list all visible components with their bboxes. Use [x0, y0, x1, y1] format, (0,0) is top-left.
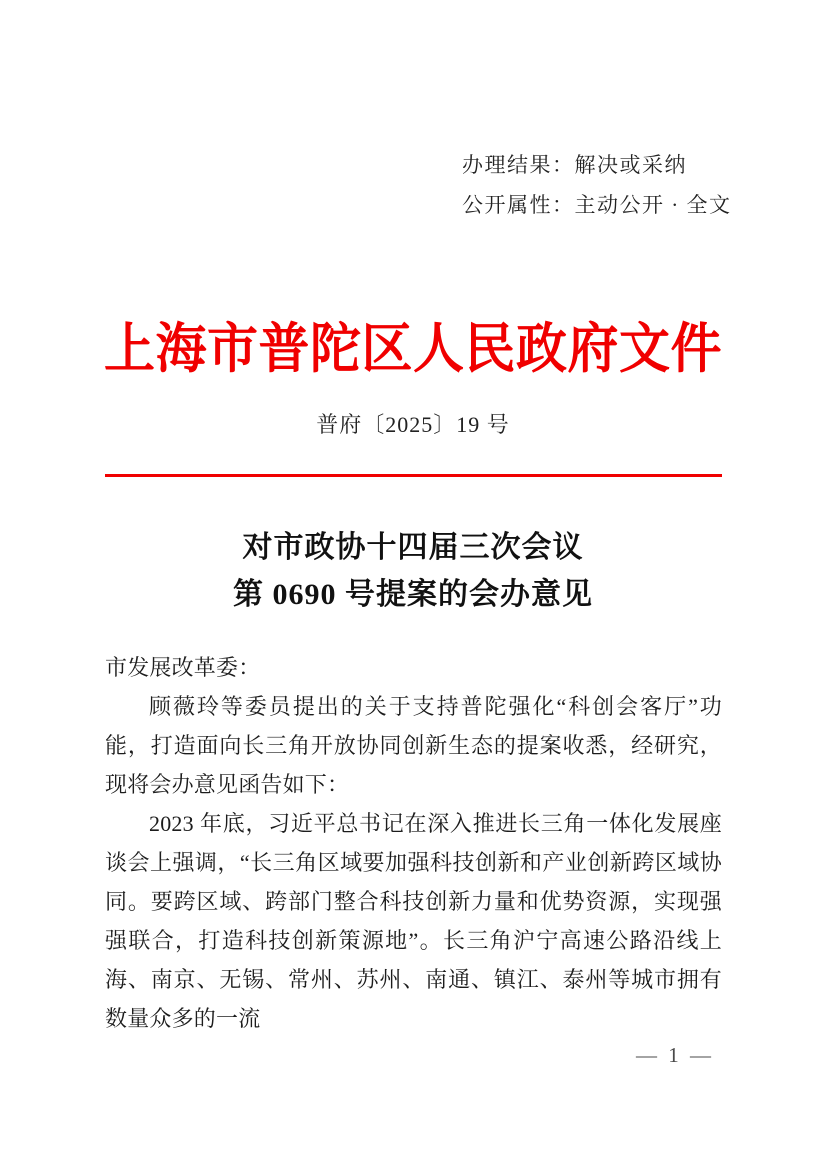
header-meta	[462, 145, 732, 225]
handling-result-line: 办理结果：解决或采纳	[462, 153, 687, 177]
page-number: — 1 —	[636, 1043, 714, 1067]
disclosure-attribute-line: 公开属性：主动公开 · 全文	[462, 193, 732, 217]
body-paragraph: 2023 年底，习近平总书记在深入推进长三角一体化发展座谈会上强调，“长三角区域要加强科技创新和产业创新跨区域协同。要跨区域、跨部门整合科技创新力量和优势资源，实现强强联合，打造科技创新策源地”。长三角沪宁高速公路沿线上海、南京、无锡、常州、苏州、南通、镇江、泰州等城市拥有数量众多的一流	[105, 811, 722, 1031]
salutation-line: 市发展改革委：	[105, 655, 261, 680]
subject-title-line2: 第 0690 号提案的会办意见	[233, 578, 593, 611]
document-number: 普府〔2025〕19 号	[316, 412, 510, 437]
red-divider-rule	[105, 474, 722, 477]
page-footer	[0, 1040, 826, 1070]
subject-title	[0, 524, 826, 618]
body-paragraph: 顾薇玲等委员提出的关于支持普陀强化“科创会客厅”功能，打造面向长三角开放协同创新生态的提案收悉，经研究，现将会办意见函告如下：	[105, 694, 722, 797]
document-body	[105, 648, 722, 1038]
subject-title-line1: 对市政协十四届三次会议	[242, 531, 584, 564]
masthead-title: 上海市普陀区人民政府文件	[103, 320, 722, 380]
